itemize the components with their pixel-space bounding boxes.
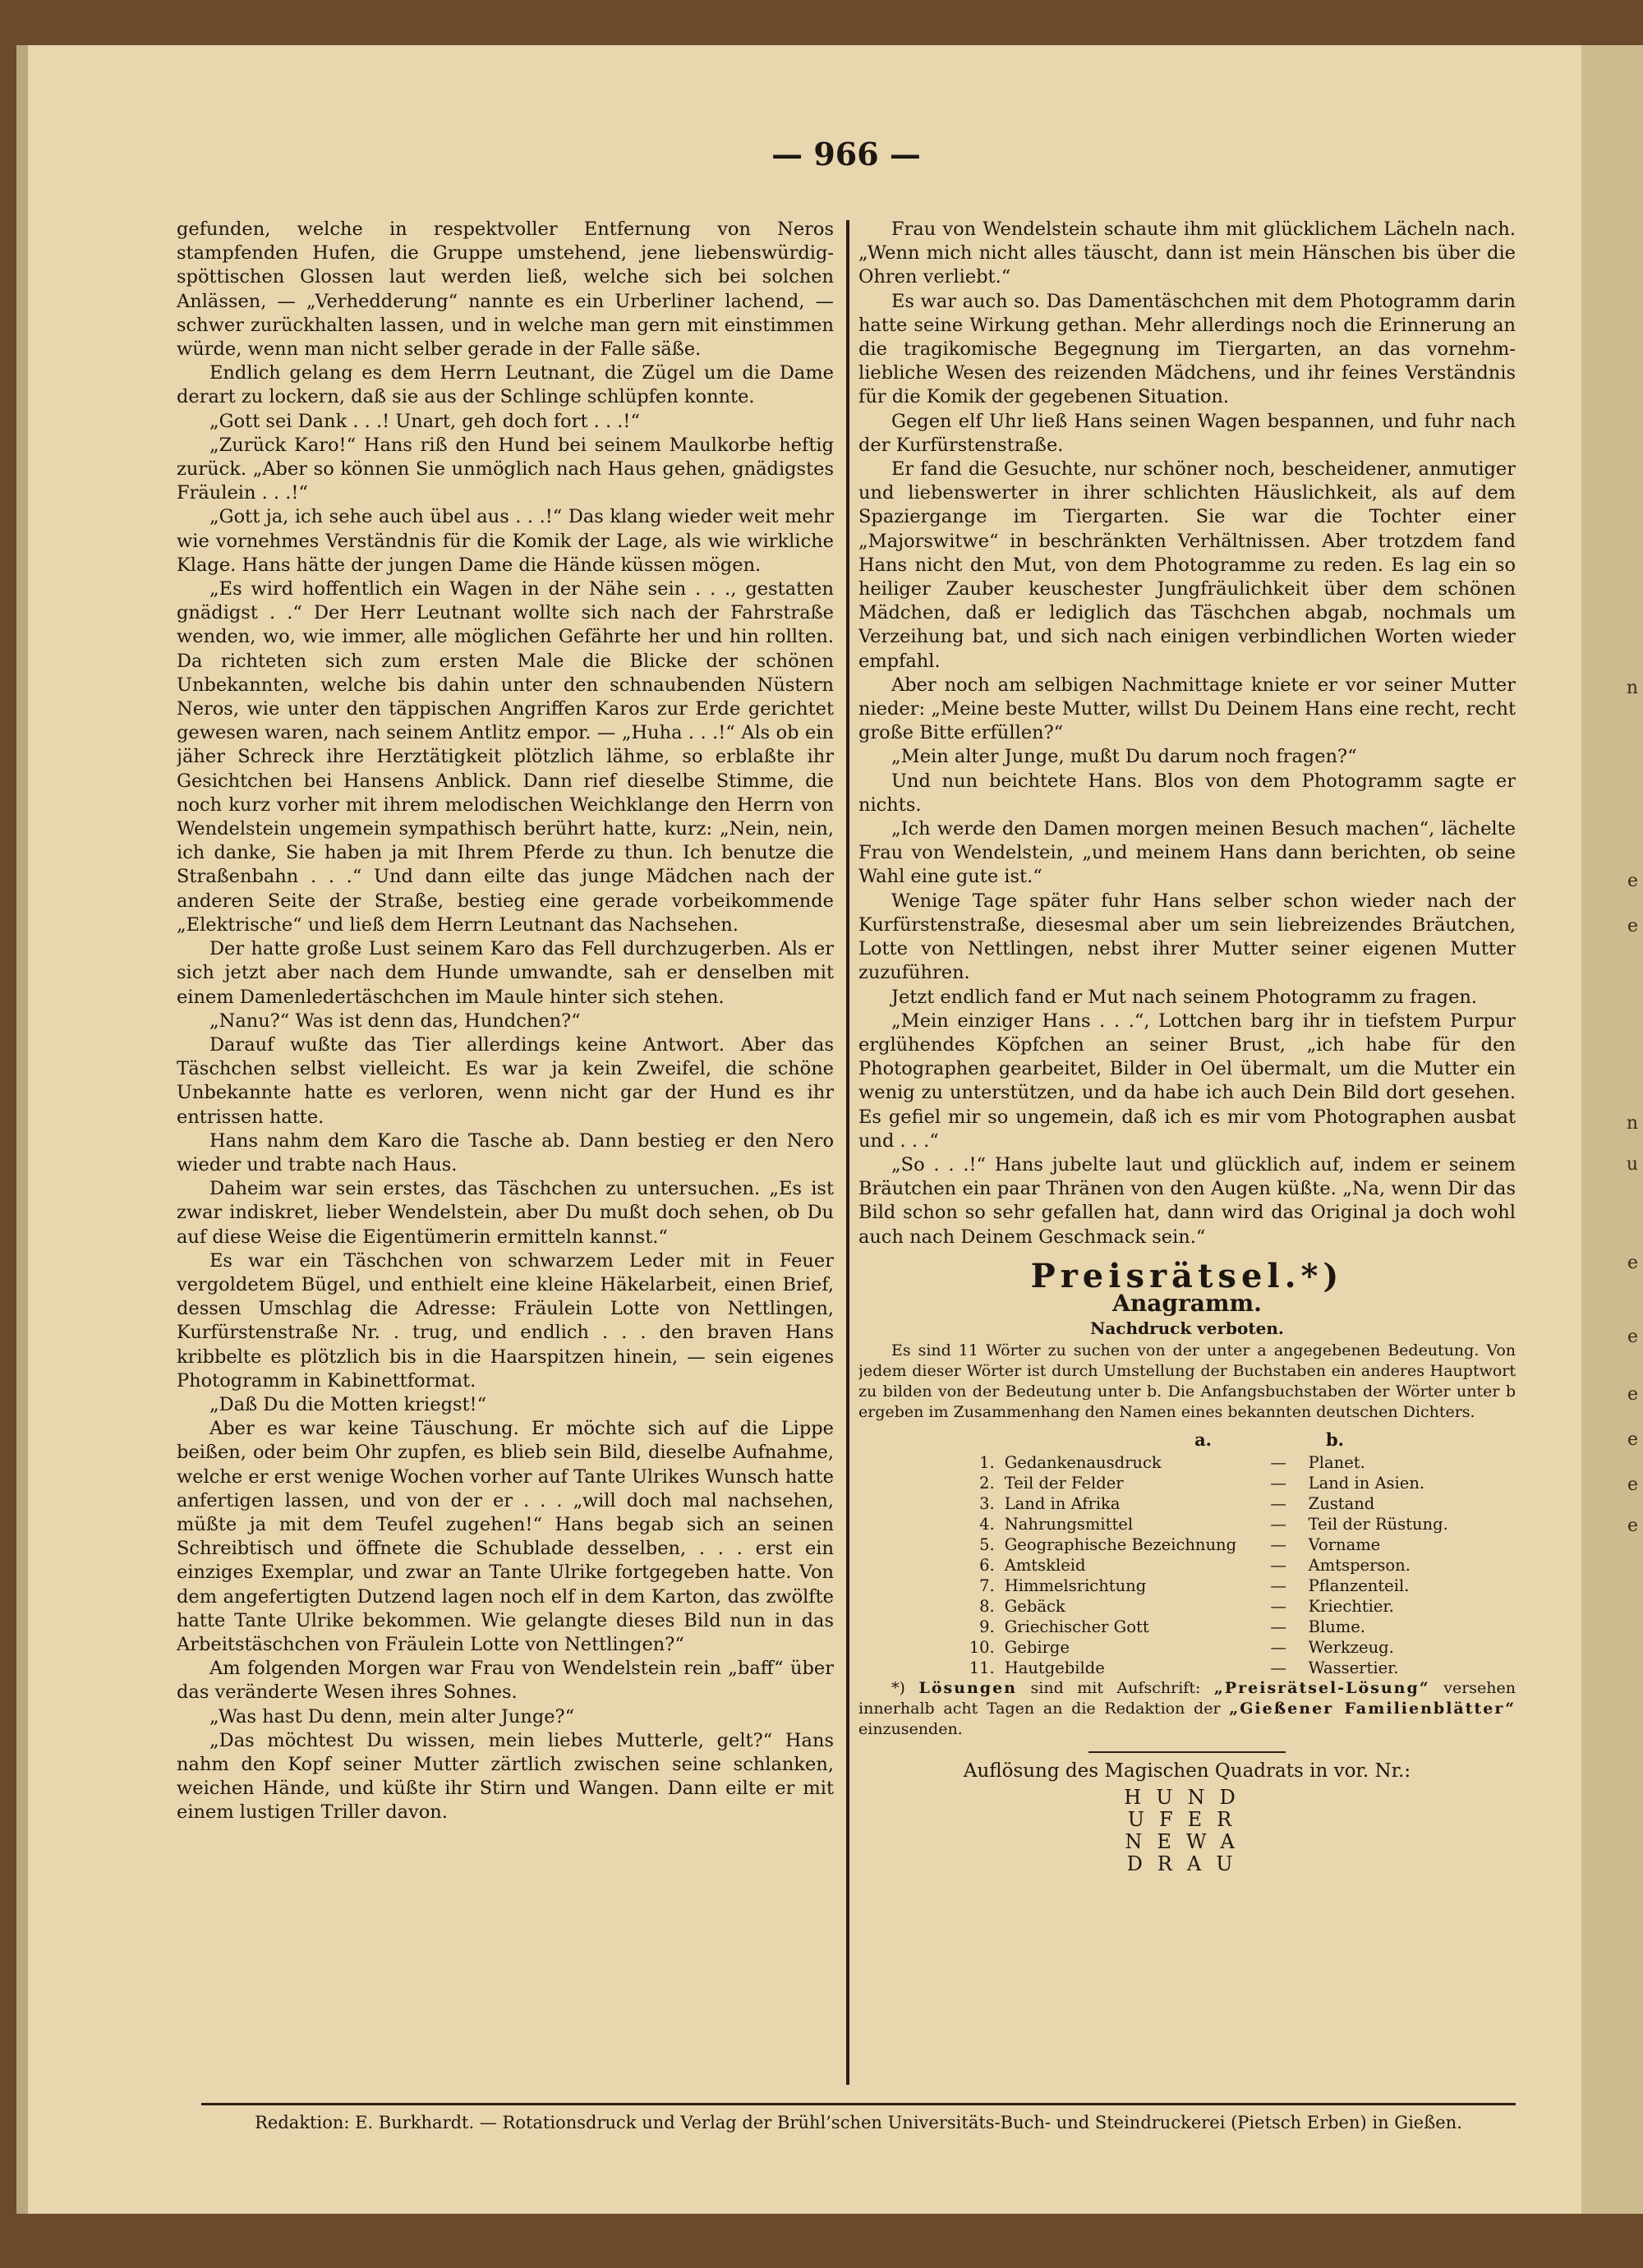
dash: —: [1270, 1576, 1286, 1595]
paragraph: „Das möchtest Du wissen, mein liebes Mutterle, gelt?“ Hans nahm den Kopf seiner Mutter zärtlich zwischen seine schlanken, weichen Hände, und küßte ihr Stirn und Wangen. Dann eilte er mit einem lustigen Triller davon.: [177, 1729, 834, 1824]
paragraph: Wenige Tage später fuhr Hans selber schon wieder nach der Kurfürstenstraße, diesesmal aber um sein liebreizendes Bräutchen, Lotte von Nettlingen, nebst ihrer Mutter seiner eigenen Mutter zuzuführen.: [858, 890, 1516, 984]
anagram-row: [957, 1473, 1516, 1493]
dash: —: [1270, 1514, 1286, 1534]
footnote-end: einzusenden.: [858, 1719, 963, 1738]
left-column: [177, 218, 834, 2091]
row-number: 2.: [979, 1473, 995, 1493]
paragraph: „Mein alter Junge, mußt Du darum noch fragen?“: [891, 746, 1357, 768]
edge-letter: u: [1626, 1154, 1638, 1175]
anagram-row: [957, 1658, 1516, 1678]
column-a-header: a.: [1194, 1429, 1212, 1451]
edge-letter: e: [1627, 1327, 1638, 1347]
clue-b: Blume.: [1308, 1617, 1366, 1636]
clue-a: Teil der Felder: [1004, 1473, 1124, 1493]
clue-b: Amtsperson.: [1308, 1555, 1411, 1575]
edge-letter: n: [1626, 678, 1638, 698]
footnote-text-2: versehen innerhalb acht Tagen an die Redaktion der: [858, 1678, 1516, 1718]
square-row: HUND: [1124, 1785, 1250, 1809]
row-number: 4.: [979, 1514, 995, 1534]
paragraph: Und nun beichtete Hans. Blos von dem Photogramm sagte er nichts.: [858, 770, 1516, 816]
footnote-publication: „Gießener Familienblätter“: [1229, 1699, 1516, 1718]
column-divider: [846, 220, 849, 2085]
page-number: — 966 —: [771, 136, 921, 173]
puzzle-section: [858, 1256, 1516, 1875]
row-number: 7.: [979, 1576, 995, 1595]
paragraph: „Gott sei Dank . . .! Unart, geh doch fort . . .!“: [209, 410, 640, 432]
clue-a: Geographische Bezeichnung: [1004, 1534, 1237, 1554]
clue-a: Gedankenausdruck: [1004, 1452, 1162, 1472]
footnote-solutions: Lösungen: [918, 1678, 1017, 1697]
row-number: 3.: [979, 1493, 995, 1513]
anagram-row: [957, 1576, 1516, 1596]
section-rule: [1088, 1751, 1286, 1753]
square-row: DRAU: [1126, 1852, 1248, 1875]
story-conclusion: [858, 218, 1516, 1249]
paragraph: Er fand die Gesuchte, nur schöner noch, bescheidener, anmutiger und liebenswerter in ihrer schlichten Häuslichkeit, als auf dem Spaziergange im Tiergarten. Sie war die Tochter einer „Majorswitwe“ in beschränkten Verhältnissen. Aber trotzdem fand Hans nicht den Mut, von dem Photogramme zu reden. Es lag ein so heiliger Zauber keuschester Jungfräulichkeit über dem schönen Mädchen, daß er lediglich das Täschchen abgab, nochmals um Verzeihung bat, und sich nach einigen verbindlichen Worten wieder empfahl.: [858, 458, 1516, 672]
magic-square: [1080, 1787, 1294, 1875]
paragraph: Aber es war keine Täuschung. Er möchte sich auf die Lippe beißen, oder beim Ohr zupfen, es blieb sein Bild, dieselbe Aufnahme, welche er erst wenige Wochen vorher auf Tante Ulrikes Wunsch hatte anfertigen lassen, und von der er . . . „will doch mal nachsehen, müßte ja mit dem Teufel zugehen!“ Hans begab sich an seinen Schreibtisch und öffnete die Schublade desselben, . . . erst ein einziges Exemplar, und zwar an Tante Ulrike fortgegeben hatte. Von dem angefertigten Dutzend lagen noch elf in dem Karton, das zwölfte hatte Tante Ulrike bekommen. Wie gelangte dieses Bild nun in das Arbeitstäschchen von Fräulein Lotte von Nettlingen?“: [177, 1418, 834, 1655]
reprint-note: Nachdruck verboten.: [1090, 1318, 1284, 1339]
edge-letter: e: [1627, 1253, 1638, 1273]
paragraph: „Mein einziger Hans . . .“, Lottchen barg ihr in tiefstem Purpur erglühendes Köpfchen an seiner Brust, „ich habe für den Photographen gearbeitet, Bilder in Oel übermalt, um die Mutter ein wenig zu unterstützen, und da habe ich auch Dein Bild dort gesehen. Es gefiel mir so ungemein, daß ich es mir vom Photographen ausbat und . . .“: [858, 1010, 1516, 1152]
footnote-prefix: *): [891, 1678, 919, 1697]
edge-letter: n: [1626, 1113, 1638, 1134]
edge-letter: e: [1627, 1516, 1638, 1536]
paragraph: Frau von Wendelstein schaute ihm mit glücklichem Lächeln nach. „Wenn mich nicht alles täuscht, dann ist mein Hänschen bis über die Ohren verliebt.“: [858, 219, 1516, 288]
row-number: 5.: [979, 1534, 995, 1554]
anagram-row: [957, 1555, 1516, 1576]
row-number: 11.: [969, 1658, 995, 1677]
edge-letter: e: [1627, 1429, 1638, 1450]
clue-b: Land in Asien.: [1308, 1473, 1425, 1493]
clue-a: Land in Afrika: [1004, 1493, 1121, 1513]
paragraph: „Gott ja, ich sehe auch übel aus . . .!“ Das klang wieder weit mehr wie vornehmes Verständnis für die Komik der Lage, als wie wirkliche Klage. Hans hätte der jungen Dame die Hände küssen mögen.: [177, 506, 834, 576]
dash: —: [1270, 1452, 1286, 1472]
dash: —: [1270, 1637, 1286, 1657]
edge-letter: e: [1627, 916, 1638, 936]
paragraph: Aber noch am selbigen Nachmittage kniete er vor seiner Mutter nieder: „Meine beste Mutter, willst Du Deinem Hans eine recht, recht große Bitte erfüllen?“: [858, 674, 1516, 744]
clue-a: Gebäck: [1004, 1596, 1065, 1616]
puzzle-instructions: Es sind 11 Wörter zu suchen von der unter a angegebenen Bedeutung. Von jedem dieser Wörter ist durch Umstellung der Buchstaben ein anderes Hauptwort zu bilden von der Bedeutung unter b. Die Anfangsbuchstaben der Wörter unter b ergeben im Zusammenhang den Namen eines bekannten deutschen Dichters.: [858, 1341, 1516, 1422]
paragraph: Gegen elf Uhr ließ Hans seinen Wagen bespannen, und fuhr nach der Kurfürstenstraße.: [858, 410, 1516, 456]
paragraph: „Daß Du die Motten kriegst!“: [209, 1393, 487, 1415]
clue-a: Griechischer Gott: [1004, 1617, 1149, 1636]
dash: —: [1270, 1534, 1286, 1554]
clue-b: Werkzeug.: [1308, 1637, 1394, 1657]
footnote-label: „Preisrätsel-Lösung“: [1213, 1678, 1430, 1697]
paragraph: „So . . .!“ Hans jubelte laut und glücklich auf, indem er seinem Bräutchen ein paar Thränen von den Augen küßte. „Na, wenn Dir das Bild schon so sehr gefallen hat, dann wird das Original ja doch wohl auch nach Deinem Geschmack sein.“: [858, 1153, 1516, 1248]
anagram-row: [957, 1514, 1516, 1534]
footer-rule: [201, 2103, 1516, 2105]
clue-b: Kriechtier.: [1308, 1596, 1394, 1616]
paragraph: Darauf wußte das Tier allerdings keine Antwort. Aber das Täschchen selbst vielleicht. Es war ja kein Zweifel, die schöne Unbekannte hatte es verloren, wenn nicht gar der Hund es ihr entrissen hatte.: [177, 1033, 834, 1128]
clue-b: Zustand: [1308, 1493, 1375, 1513]
edge-letter: e: [1627, 1474, 1638, 1495]
paragraph: Daheim war sein erstes, das Täschchen zu untersuchen. „Es ist zwar indiskret, lieber Wendelstein, aber Du mußt doch sehen, ob Du auf diese Weise die Eigentümerin ermitteln kannst.“: [177, 1178, 834, 1248]
row-number: 8.: [979, 1596, 995, 1616]
edge-letter: e: [1627, 871, 1638, 891]
anagram-table: [957, 1452, 1516, 1678]
paragraph: Der hatte große Lust seinem Karo das Fell durchzugerben. Als er sich jetzt aber nach dem Hunde umwandte, sah er denselben mit einem Damenledertäschchen im Maule hinter sich stehen.: [177, 938, 834, 1008]
puzzle-footnote: [858, 1678, 1516, 1740]
solution-title: Auflösung des Magischen Quadrats in vor. Nr.:: [963, 1760, 1411, 1782]
row-number: 6.: [979, 1555, 995, 1575]
paragraph: Es war auch so. Das Damentäschchen mit dem Photogramm darin hatte seine Wirkung gethan. Mehr allerdings noch die Erinnerung an die tragikomische Begegnung im Tiergarten, an das vornehm-liebliche Wesen des reizenden Mädchens, und ihr feines Verständnis für die Komik der gegebenen Situation.: [858, 290, 1516, 408]
right-column: [858, 218, 1516, 2099]
anagram-row: [957, 1637, 1516, 1658]
clue-a: Himmelsrichtung: [1004, 1576, 1147, 1595]
clue-b: Vorname: [1308, 1534, 1381, 1554]
footnote-text: sind mit Aufschrift:: [1017, 1678, 1214, 1697]
clue-b: Pflanzenteil.: [1308, 1576, 1410, 1595]
paragraph: Jetzt endlich fand er Mut nach seinem Photogramm zu fragen.: [891, 986, 1478, 1008]
dash: —: [1270, 1555, 1286, 1575]
paragraph: Hans nahm dem Karo die Tasche ab. Dann bestieg er den Nero wieder und trabte nach Haus.: [177, 1129, 834, 1175]
column-b-header: b.: [1326, 1429, 1344, 1451]
dash: —: [1270, 1473, 1286, 1493]
paragraph: gefunden, welche in respektvoller Entfernung von Neros stampfenden Hufen, die Gruppe umstehend, jene liebenswürdig-spöttischen Glossen laut werden ließ, welche sich bei solchen Anlässen, — „Verhedderung“ nannte es ein Urberliner lachend, — schwer zurückhalten lassen, und in welche man gern mit einstimmen würde, wenn man nicht selber gerade in der Falle säße.: [177, 219, 834, 361]
dash: —: [1270, 1617, 1286, 1636]
paragraph: Endlich gelang es dem Herrn Leutnant, die Zügel um die Dame derart zu lockern, daß sie aus der Schlinge schlüpfen konnte.: [177, 362, 834, 408]
row-number: 10.: [969, 1637, 995, 1657]
square-row: NEWA: [1125, 1829, 1250, 1853]
anagram-row: [957, 1596, 1516, 1617]
clue-b: Planet.: [1308, 1452, 1365, 1472]
edge-letter: e: [1627, 1384, 1638, 1405]
clue-a: Hautgebilde: [1004, 1658, 1105, 1677]
dash: —: [1270, 1658, 1286, 1677]
puzzle-subtitle: Anagramm.: [1112, 1289, 1262, 1317]
anagram-row: [957, 1534, 1516, 1555]
dash: —: [1270, 1596, 1286, 1616]
puzzle-column-headers: [858, 1428, 1516, 1451]
square-row: UFER: [1127, 1807, 1247, 1831]
clue-b: Wassertier.: [1308, 1658, 1399, 1677]
clue-a: Gebirge: [1004, 1637, 1070, 1657]
anagram-row: [957, 1452, 1516, 1473]
clue-a: Amtskleid: [1004, 1555, 1086, 1575]
row-number: 9.: [979, 1617, 995, 1636]
imprint-footer: Redaktion: E. Burkhardt. — Rotationsdruck und Verlag der Brühl’schen Universitäts-Buch- und Steindruckerei (Pietsch Erben) in Gießen.: [255, 2113, 1462, 2132]
paragraph: „Ich werde den Damen morgen meinen Besuch machen“, lächelte Frau von Wendelstein, „und meinem Hans dann berichten, ob seine Wahl eine gute ist.“: [858, 818, 1516, 888]
paragraph: „Zurück Karo!“ Hans riß den Hund bei seinem Maulkorbe heftig zurück. „Aber so können Sie unmöglich nach Haus gehen, gnädigstes Fräulein . . .!“: [177, 434, 834, 504]
anagram-row: [957, 1493, 1516, 1514]
clue-a: Nahrungsmittel: [1004, 1514, 1134, 1534]
paragraph: „Nanu?“ Was ist denn das, Hundchen?“: [209, 1010, 581, 1032]
adjacent-page-edge: [1581, 45, 1643, 2214]
paragraph: „Was hast Du denn, mein alter Junge?“: [209, 1705, 575, 1727]
paragraph: „Es wird hoffentlich ein Wagen in der Nähe sein . . ., gestatten gnädigst . .“ Der Herr Leutnant wollte sich nach der Fahrstraße wenden, wo, wie immer, alle möglichen Gefährte her und hin rollten. Da richteten sich zum ersten Male die Blicke der schönen Unbekannten, welche bis dahin unter den schnaubenden Nüstern Neros, wie unter den täppischen Angriffen Karos zur Erde gerichtet gewesen waren, nach seinem Antlitz empor. — „Huha . . .!“ Als ob ein jäher Schreck ihre Herztätigkeit plötzlich lähme, so erblaßte ihr Gesichtchen bei Hansens Anblick. Dann rief dieselbe Stimme, die noch kurz vorher mit ihrem melodischen Weichklange den Herrn von Wendelstein ungemein sympathisch berührt hatte, kurz: „Nein, nein, ich danke, Sie haben ja mit Ihrem Pferde zu thun. Ich benutze die Straßenbahn . . .“ Und dann eilte das junge Mädchen nach der anderen Seite der Straße, bestieg eine gerade vorbeikommende „Elektrische“ und ließ dem Herrn Leutnant das Nachsehen.: [177, 578, 834, 936]
puzzle-title: Preisrätsel.*): [1030, 1256, 1344, 1295]
paragraph: Am folgenden Morgen war Frau von Wendelstein rein „baff“ über das veränderte Wesen ihres Sohnes.: [177, 1658, 834, 1704]
paragraph: Es war ein Täschchen von schwarzem Leder mit in Feuer vergoldetem Bügel, und enthielt eine kleine Häkelarbeit, einen Brief, dessen Umschlag die Adresse: Fräulein Lotte von Nettlingen, Kurfürstenstraße Nr. . trug, und endlich . . . den braven Hans kribbelte es plötzlich bis in die Haarspitzen hinein, — sein eigenes Photogramm in Kabinettformat.: [177, 1249, 834, 1392]
row-number: 1.: [979, 1452, 995, 1472]
clue-b: Teil der Rüstung.: [1308, 1514, 1448, 1534]
dash: —: [1270, 1493, 1286, 1513]
anagram-row: [957, 1617, 1516, 1637]
